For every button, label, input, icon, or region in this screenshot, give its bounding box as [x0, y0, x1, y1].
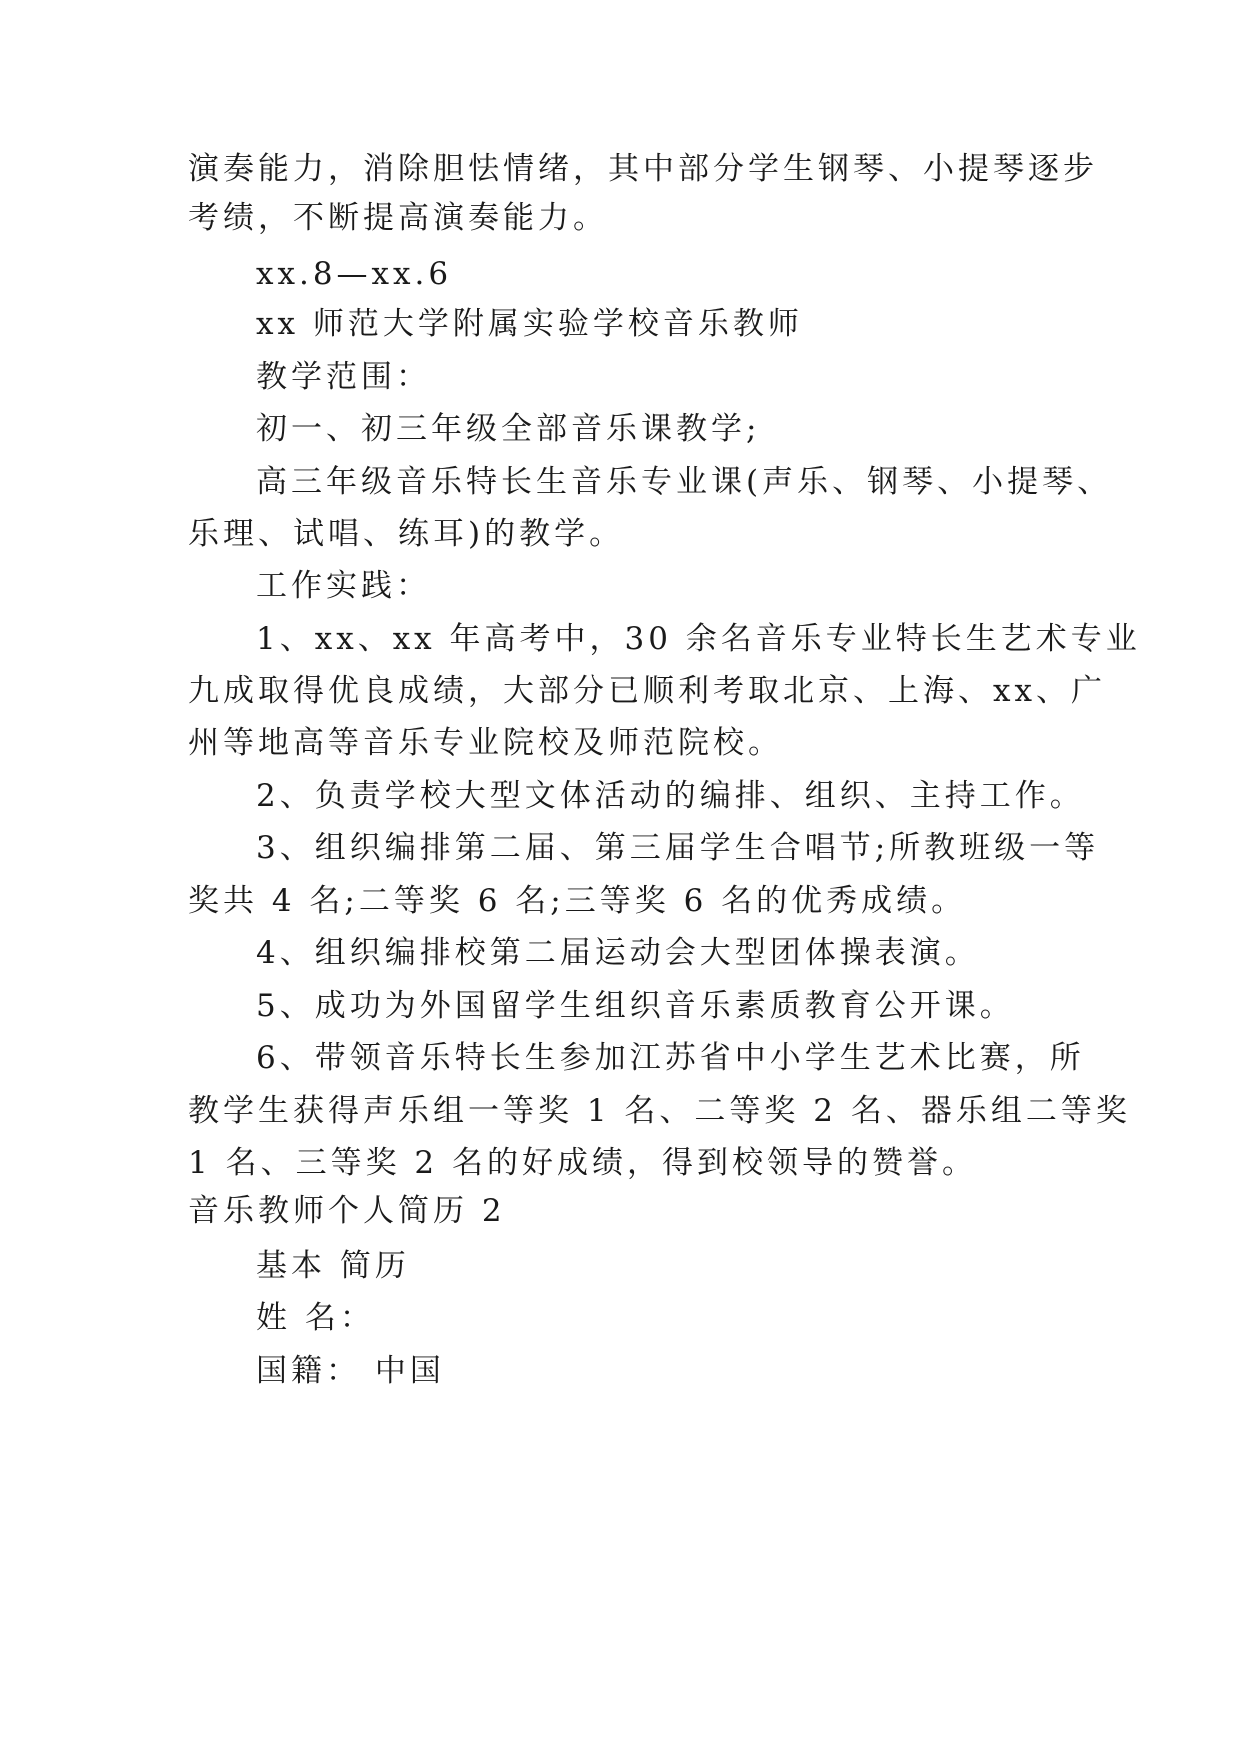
name-field-label: 姓 名： [256, 1300, 375, 1336]
text-line: 奖共 4 名;二等奖 6 名;三等奖 6 名的优秀成绩。 [188, 883, 967, 919]
text-line: 九成取得优良成绩，大部分已顺利考取北京、上海、xx、广 [188, 673, 1106, 709]
section-heading-teaching-scope: 教学范围： [256, 359, 431, 395]
list-item: 1、xx、xx 年高考中，30 余名音乐专业特长生艺术专业 [256, 621, 1141, 657]
section-heading-work-practice: 工作实践： [256, 568, 431, 604]
section-title: 音乐教师个人简历 2 [188, 1193, 506, 1229]
text-line: 高三年级音乐特长生音乐专业课(声乐、钢琴、小提琴、 [256, 464, 1113, 500]
list-item: 3、组织编排第二届、第三届学生合唱节;所教班级一等 [256, 830, 1100, 866]
text-line: 1 名、三等奖 2 名的好成绩，得到校领导的赞誉。 [188, 1145, 978, 1181]
text-line: 乐理、试唱、练耳)的教学。 [188, 516, 625, 552]
subsection-heading: 基本 简历 [256, 1248, 410, 1284]
nationality-field: 国籍： 中国 [256, 1353, 445, 1389]
text-line: 考绩，不断提高演奏能力。 [188, 200, 608, 236]
list-item: 4、组织编排校第二届运动会大型团体操表演。 [256, 935, 980, 971]
job-title: xx 师范大学附属实验学校音乐教师 [256, 306, 803, 342]
list-item: 5、成功为外国留学生组织音乐素质教育公开课。 [256, 988, 1015, 1024]
text-line: 演奏能力，消除胆怯情绪，其中部分学生钢琴、小提琴逐步 [188, 151, 1098, 187]
list-item: 6、带领音乐特长生参加江苏省中小学生艺术比赛，所 [256, 1040, 1085, 1076]
text-line: 州等地高等音乐专业院校及师范院校。 [188, 725, 783, 761]
text-line: 教学生获得声乐组一等奖 1 名、二等奖 2 名、器乐组二等奖 [188, 1093, 1131, 1129]
text-line: 初一、初三年级全部音乐课教学; [256, 411, 761, 447]
list-item: 2、负责学校大型文体活动的编排、组织、主持工作。 [256, 778, 1085, 814]
date-range: xx.8—xx.6 [256, 256, 453, 292]
